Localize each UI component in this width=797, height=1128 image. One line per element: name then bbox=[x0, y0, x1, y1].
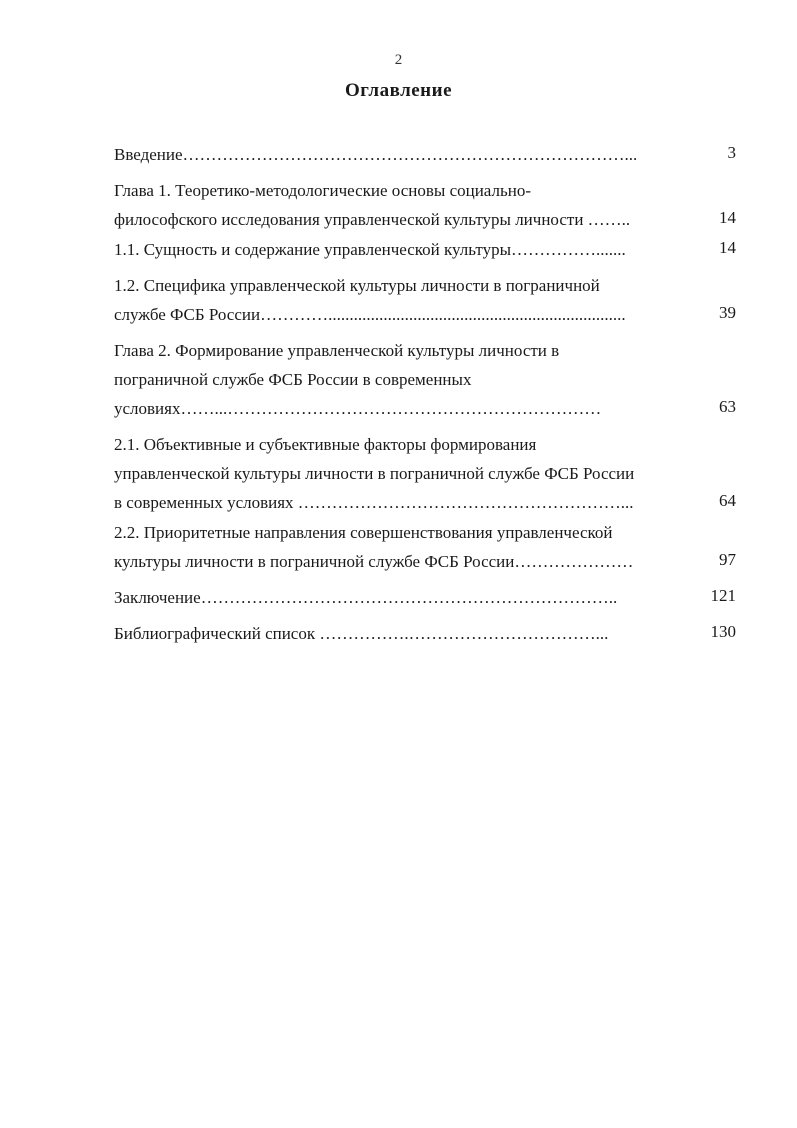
toc-entry-text bbox=[114, 271, 686, 329]
toc-entry-section-2-2 bbox=[114, 518, 738, 576]
toc-line: 2.1. Объективные и субъективные факторы формирования bbox=[114, 435, 537, 454]
toc-page-number: 14 bbox=[719, 238, 736, 257]
toc-entry-text bbox=[114, 235, 686, 264]
toc-entry-section-1-1 bbox=[114, 235, 738, 264]
toc-line: 1.2. Специфика управленческой культуры личности в пограничной bbox=[114, 276, 600, 295]
toc-line: Введение……………………………………………………………………... bbox=[114, 145, 638, 164]
toc-line: службе ФСБ России…………...................................................................... bbox=[114, 305, 626, 324]
toc-page-number: 14 bbox=[719, 208, 736, 227]
table-of-contents bbox=[114, 140, 738, 648]
toc-page-number: 3 bbox=[727, 143, 736, 162]
toc-entry-section-1-2 bbox=[114, 271, 738, 329]
toc-page-number: 39 bbox=[719, 303, 736, 322]
toc-entry-chapter-1 bbox=[114, 176, 738, 234]
toc-entry-introduction bbox=[114, 140, 738, 169]
toc-entry-text bbox=[114, 176, 686, 234]
toc-page-number: 63 bbox=[719, 397, 736, 416]
toc-line: 2.2. Приоритетные направления совершенствования управленческой bbox=[114, 523, 613, 542]
toc-line: Глава 1. Теоретико-методологические основы социально- bbox=[114, 181, 531, 200]
toc-line: 1.1. Сущность и содержание управленческой культуры……………....... bbox=[114, 240, 626, 259]
toc-page-number: 97 bbox=[719, 550, 736, 569]
toc-entry-text bbox=[114, 518, 686, 576]
page-title: Оглавление bbox=[344, 80, 453, 101]
toc-entry-conclusion bbox=[114, 583, 738, 612]
toc-line: Библиографический список …………….……………………………... bbox=[114, 624, 609, 643]
toc-page-number: 64 bbox=[719, 491, 736, 510]
toc-entry-bibliography bbox=[114, 619, 738, 648]
toc-line: Глава 2. Формирование управленческой культуры личности в bbox=[114, 341, 560, 360]
toc-entry-text bbox=[114, 140, 686, 169]
toc-page-number: 130 bbox=[710, 622, 736, 641]
toc-entry-text bbox=[114, 583, 686, 612]
toc-line: пограничной службе ФСБ России в современных bbox=[114, 370, 472, 389]
toc-line: условиях……...………………………………………………………… bbox=[114, 399, 602, 418]
toc-entry-text bbox=[114, 619, 686, 648]
toc-line: управленческой культуры личности в пограничной службе ФСБ России bbox=[114, 464, 635, 483]
toc-entry-text bbox=[114, 430, 686, 517]
toc-line: Заключение……………………………………………………………….. bbox=[114, 588, 618, 607]
toc-page-number: 121 bbox=[710, 586, 736, 605]
toc-line: в современных условиях …………………………………………………... bbox=[114, 493, 634, 512]
toc-entry-chapter-2 bbox=[114, 336, 738, 423]
toc-line: культуры личности в пограничной службе ФСБ России………………… bbox=[114, 552, 634, 571]
toc-entry-text bbox=[114, 336, 686, 423]
toc-line: философского исследования управленческой культуры личности …….. bbox=[114, 210, 631, 229]
toc-entry-section-2-1 bbox=[114, 430, 738, 517]
page-number: 2 bbox=[394, 52, 403, 68]
